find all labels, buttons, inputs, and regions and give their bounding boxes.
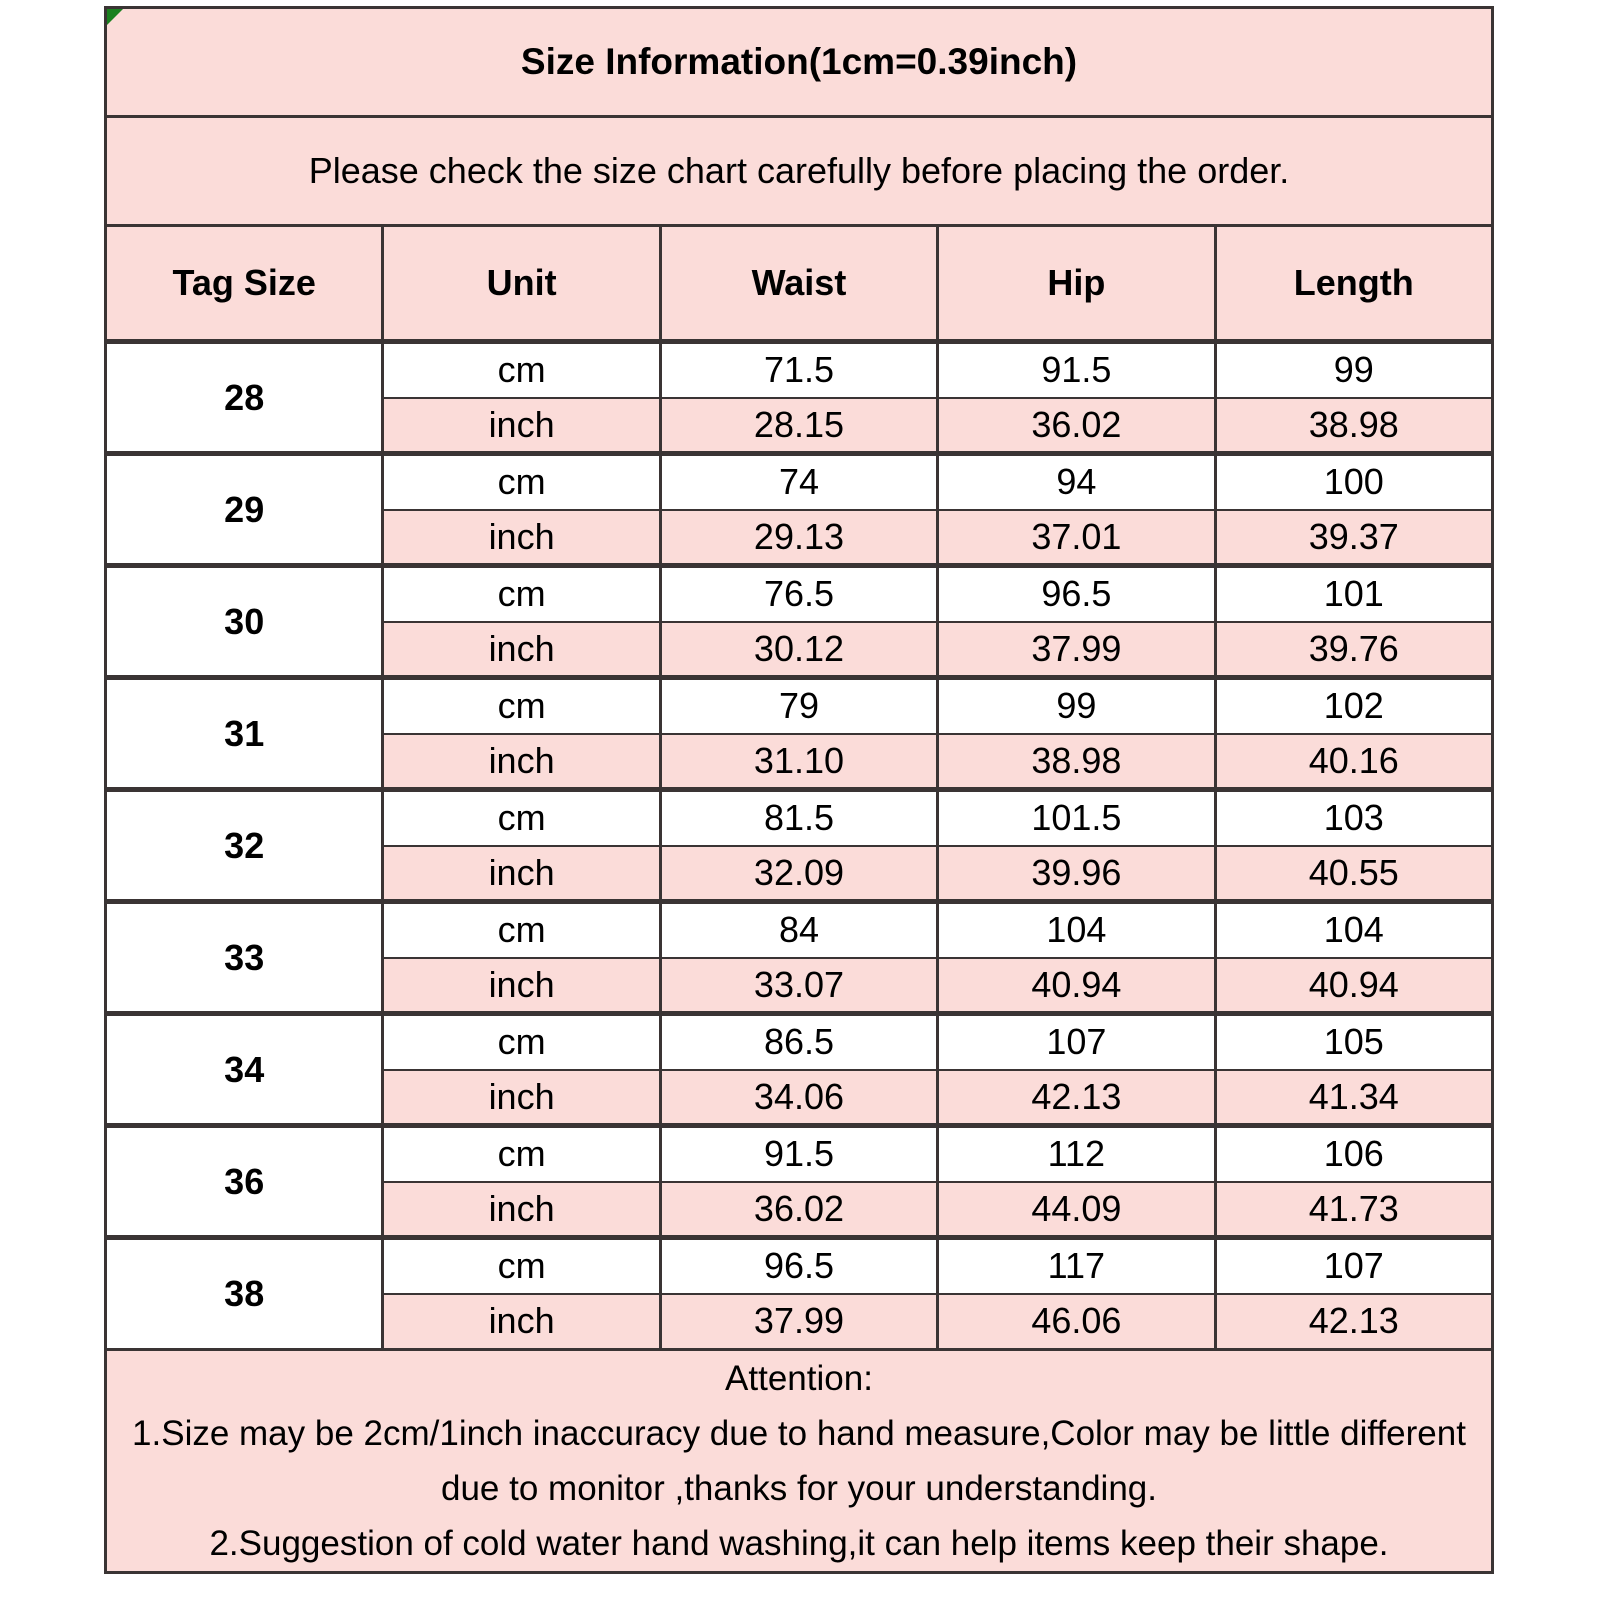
length-value: 39.37 — [1215, 510, 1492, 566]
table-row — [106, 1126, 1493, 1182]
column-header-row — [106, 226, 1493, 342]
tag-size-cell: 32 — [106, 790, 383, 902]
table-row — [106, 342, 1493, 398]
unit-cell: cm — [383, 566, 660, 622]
table-row — [106, 678, 1493, 734]
length-value: 41.73 — [1215, 1182, 1492, 1238]
unit-cell: inch — [383, 958, 660, 1014]
column-header-unit: Unit — [383, 226, 660, 342]
unit-cell: inch — [383, 1182, 660, 1238]
unit-cell: inch — [383, 1294, 660, 1350]
length-value: 107 — [1215, 1238, 1492, 1294]
length-value: 41.34 — [1215, 1070, 1492, 1126]
waist-value: 91.5 — [660, 1126, 937, 1182]
column-header-waist: Waist — [660, 226, 937, 342]
unit-cell: cm — [383, 342, 660, 398]
tag-size-cell: 29 — [106, 454, 383, 566]
waist-value: 31.10 — [660, 734, 937, 790]
tag-size-cell: 38 — [106, 1238, 383, 1350]
hip-value: 117 — [938, 1238, 1215, 1294]
waist-value: 96.5 — [660, 1238, 937, 1294]
waist-value: 86.5 — [660, 1014, 937, 1070]
waist-value: 32.09 — [660, 846, 937, 902]
unit-cell: cm — [383, 790, 660, 846]
waist-value: 71.5 — [660, 342, 937, 398]
tag-size-cell: 31 — [106, 678, 383, 790]
unit-cell: cm — [383, 454, 660, 510]
column-header-length: Length — [1215, 226, 1492, 342]
subtitle-row — [106, 117, 1493, 226]
table-row — [106, 902, 1493, 958]
length-value: 42.13 — [1215, 1294, 1492, 1350]
length-value: 105 — [1215, 1014, 1492, 1070]
tag-size-cell: 28 — [106, 342, 383, 454]
waist-value: 37.99 — [660, 1294, 937, 1350]
unit-cell: cm — [383, 1126, 660, 1182]
length-value: 39.76 — [1215, 622, 1492, 678]
length-value: 99 — [1215, 342, 1492, 398]
hip-value: 44.09 — [938, 1182, 1215, 1238]
attention-note: 1.Size may be 2cm/1inch inaccuracy due to hand measure,Color may be little different due to monitor ,thanks for your understanding. — [132, 1414, 1466, 1508]
unit-cell: inch — [383, 622, 660, 678]
length-value: 102 — [1215, 678, 1492, 734]
page-title: Size Information(1cm=0.39inch) — [520, 41, 1078, 82]
unit-cell: cm — [383, 902, 660, 958]
length-value: 40.55 — [1215, 846, 1492, 902]
hip-value: 96.5 — [938, 566, 1215, 622]
waist-value: 79 — [660, 678, 937, 734]
attention-heading: Attention: — [725, 1359, 873, 1398]
unit-cell: inch — [383, 846, 660, 902]
subtitle-text: Please check the size chart carefully before placing the order. — [308, 150, 1290, 191]
waist-value: 28.15 — [660, 398, 937, 454]
unit-cell: inch — [383, 1070, 660, 1126]
waist-value: 36.02 — [660, 1182, 937, 1238]
length-value: 40.16 — [1215, 734, 1492, 790]
hip-value: 36.02 — [938, 398, 1215, 454]
hip-value: 99 — [938, 678, 1215, 734]
tag-size-cell: 33 — [106, 902, 383, 1014]
length-value: 103 — [1215, 790, 1492, 846]
tag-size-cell: 36 — [106, 1126, 383, 1238]
hip-value: 112 — [938, 1126, 1215, 1182]
unit-cell: cm — [383, 1238, 660, 1294]
hip-value: 94 — [938, 454, 1215, 510]
table-row — [106, 1014, 1493, 1070]
attention-note: 2.Suggestion of cold water hand washing,it can help items keep their shape. — [209, 1524, 1389, 1563]
hip-value: 91.5 — [938, 342, 1215, 398]
hip-value: 46.06 — [938, 1294, 1215, 1350]
hip-value: 40.94 — [938, 958, 1215, 1014]
table-row — [106, 454, 1493, 510]
tag-size-cell: 34 — [106, 1014, 383, 1126]
table-row — [106, 566, 1493, 622]
length-value: 38.98 — [1215, 398, 1492, 454]
size-table — [104, 6, 1494, 1574]
subtitle-cell — [106, 117, 1493, 226]
length-value: 40.94 — [1215, 958, 1492, 1014]
hip-value: 107 — [938, 1014, 1215, 1070]
tag-size-cell: 30 — [106, 566, 383, 678]
attention-row — [106, 1350, 1493, 1573]
corner-marker-icon — [107, 9, 123, 25]
waist-value: 34.06 — [660, 1070, 937, 1126]
unit-cell: inch — [383, 510, 660, 566]
unit-cell: cm — [383, 1014, 660, 1070]
waist-value: 30.12 — [660, 622, 937, 678]
unit-cell: cm — [383, 678, 660, 734]
attention-cell — [106, 1350, 1493, 1573]
table-row — [106, 790, 1493, 846]
length-value: 101 — [1215, 566, 1492, 622]
hip-value: 37.01 — [938, 510, 1215, 566]
hip-value: 38.98 — [938, 734, 1215, 790]
table-row — [106, 1238, 1493, 1294]
waist-value: 84 — [660, 902, 937, 958]
size-chart-sheet — [104, 6, 1494, 1574]
waist-value: 81.5 — [660, 790, 937, 846]
page-title-cell — [106, 8, 1493, 117]
unit-cell: inch — [383, 734, 660, 790]
title-row — [106, 8, 1493, 117]
waist-value: 33.07 — [660, 958, 937, 1014]
hip-value: 42.13 — [938, 1070, 1215, 1126]
hip-value: 101.5 — [938, 790, 1215, 846]
length-value: 106 — [1215, 1126, 1492, 1182]
hip-value: 104 — [938, 902, 1215, 958]
hip-value: 37.99 — [938, 622, 1215, 678]
length-value: 100 — [1215, 454, 1492, 510]
waist-value: 74 — [660, 454, 937, 510]
hip-value: 39.96 — [938, 846, 1215, 902]
column-header-tag-size: Tag Size — [106, 226, 383, 342]
waist-value: 76.5 — [660, 566, 937, 622]
length-value: 104 — [1215, 902, 1492, 958]
column-header-hip: Hip — [938, 226, 1215, 342]
waist-value: 29.13 — [660, 510, 937, 566]
unit-cell: inch — [383, 398, 660, 454]
